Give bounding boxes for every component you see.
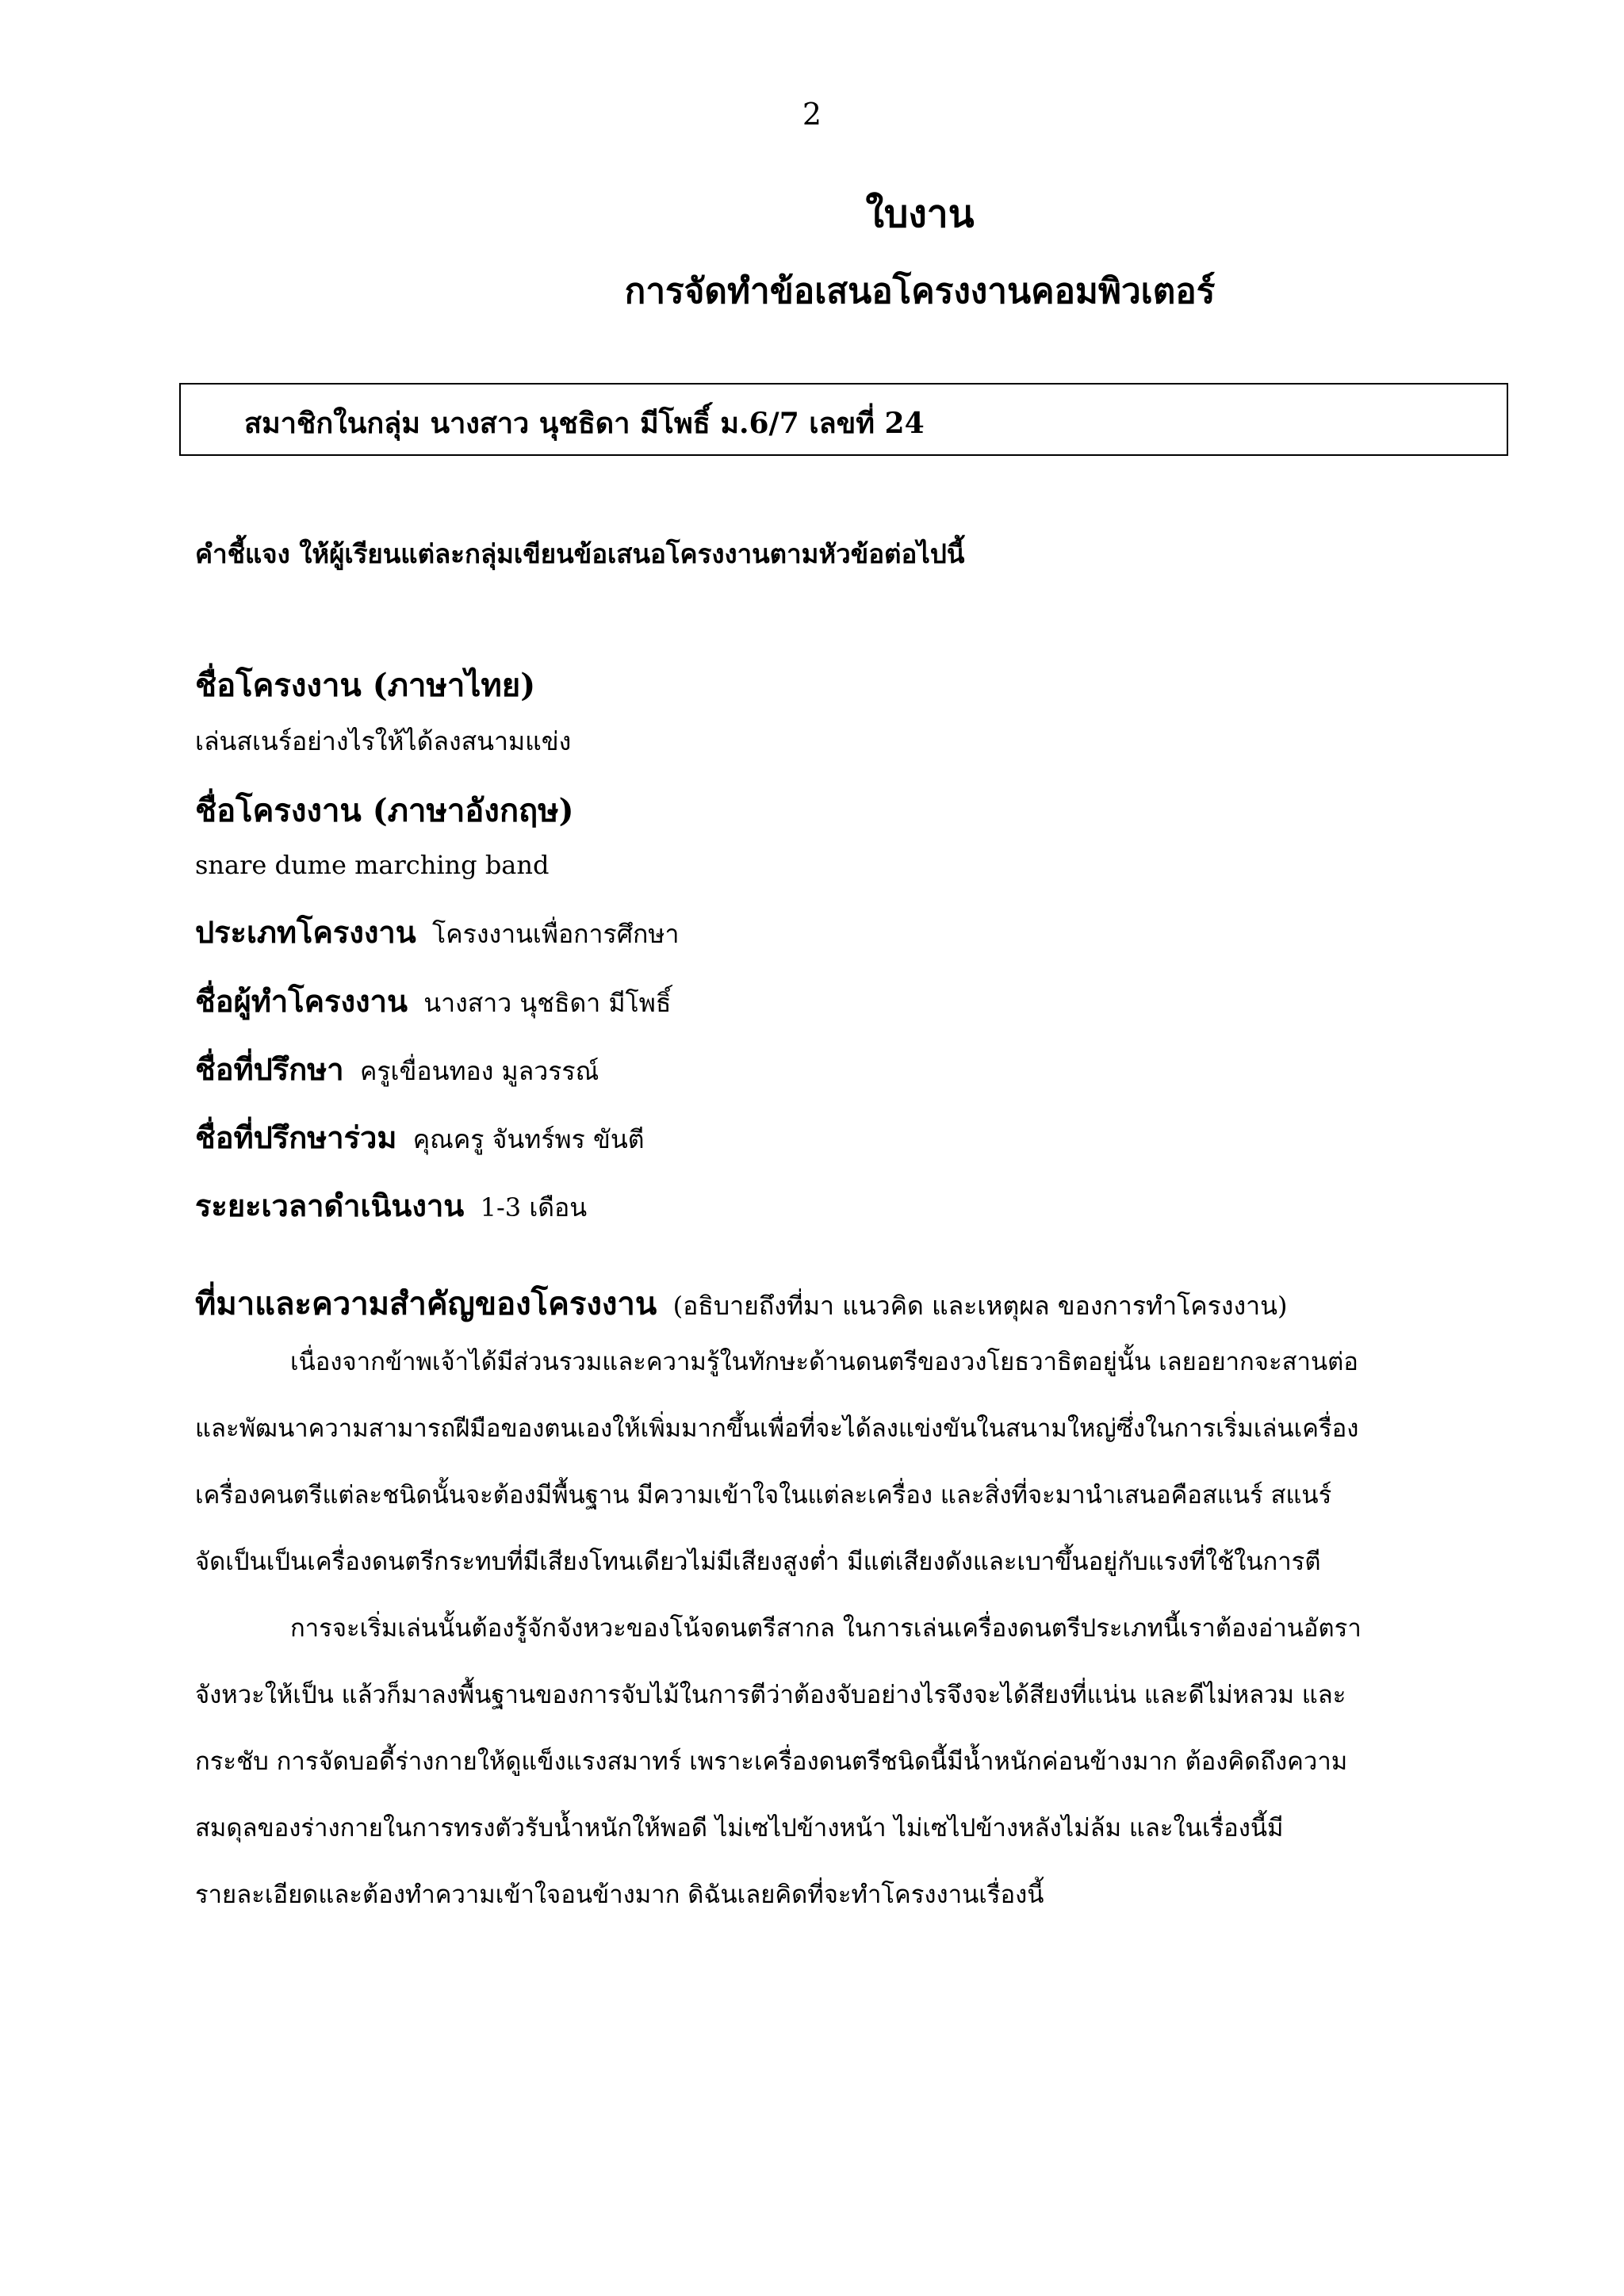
background-heading [195, 1278, 1287, 1329]
paragraph-line: การจะเริ่มเล่นนั้นต้องรู้จักจังหวะของโน้จดนตรีสากล ในการเล่นเครื่องดนตรีประเภทนี้เราต้องอ่านอัตรา [290, 1614, 1362, 1643]
advisor-value: ครูเขื่อนทอง มูลวรรณ์ [359, 1056, 599, 1086]
co-advisor-label: ชื่อที่ปรึกษาร่วม [195, 1119, 397, 1155]
author-label: ชื่อผู้ทำโครงงาน [195, 983, 408, 1019]
project-name-th-value: เล่นสเนร์อย่างไรให้ได้ลงสนามแข่ง [195, 726, 572, 756]
background-paragraph-2 [195, 1595, 1480, 1928]
paragraph-line: รายละเอียดและต้องทำความเข้าใจอนข้างมาก ดิฉันเลยคิดที่จะทำโครงงานเรื่องนี้ [195, 1881, 1044, 1909]
paragraph-line: จังหวะให้เป็น แล้วก็มาลงพื้นฐานของการจับไม้ในการตีว่าต้องจับอย่างไรจึงจะได้สียงที่แน่น และดีไม่หลวม และ [195, 1681, 1346, 1709]
project-name-th-heading [195, 660, 535, 710]
page-number: 2 [802, 97, 822, 132]
project-type-value: โครงงานเพื่อการศึกษา [432, 919, 680, 949]
background-note: (อธิบายถึงที่มา แนวคิด และเหตุผล ของการทำโครงงาน) [672, 1291, 1288, 1321]
document-subtitle: การจัดทำข้อเสนอโครงงานคอมพิวเตอร์ [624, 271, 1216, 312]
co-advisor-row [195, 1113, 644, 1161]
co-advisor-value: คุณครู จันทร์พร ขันตี [412, 1124, 645, 1154]
advisor-label: ชื่อที่ปรึกษา [195, 1051, 344, 1087]
document-title: ใบงาน [865, 192, 975, 236]
author-value: นางสาว นุชธิดา มีโพธิ์ [423, 988, 672, 1018]
background-paragraph-1 [195, 1329, 1480, 1595]
member-text: สมาชิกในกลุ่ม นางสาว นุชธิดา มีโพธิ์ ม.6/7 เลขที่ 24 [244, 407, 925, 440]
project-name-en-label: ชื่อโครงงาน (ภาษาอังกฤษ) [195, 792, 574, 829]
duration-label: ระยะเวลาดำเนินงาน [195, 1188, 465, 1223]
advisor-row [195, 1045, 599, 1093]
paragraph-line: เนื่องจากข้าพเจ้าได้มีส่วนรวมและความรู้ในทักษะด้านดนตรีของวงโยธวาธิตอยู่นั้น เลยอยากจะสานต่อ [290, 1348, 1358, 1376]
project-name-th-label: ชื่อโครงงาน (ภาษาไทย) [195, 667, 536, 704]
duration-row [195, 1181, 587, 1230]
author-row [195, 977, 671, 1025]
member-box [179, 383, 1508, 456]
paragraph-line: เครื่องคนตรีแต่ละชนิดนั้นจะต้องมีพื้นฐาน มีความเข้าใจในแต่ละเครื่อง และสิ่งที่จะมานำเสนอคือสแนร์ สแนร์ [195, 1481, 1332, 1510]
paragraph-line: สมดุลของร่างกายในการทรงตัวรับน้ำหนักให้พอดี ไม่เซไปข้างหน้า ไม่เซไปข้างหลังไม่ล้ม และในเรื่องนี้มี [195, 1814, 1284, 1843]
project-type-label: ประเภทโครงงาน [195, 914, 416, 950]
project-name-en-heading [195, 785, 574, 836]
background-label: ที่มาและความสำคัญของโครงงาน [195, 1285, 657, 1322]
paragraph-line: และพัฒนาความสามารถฝีมือของตนเองให้เพิ่มมากขึ้นเพื่อที่จะได้ลงแข่งขันในสนามใหญ่ซึ่งในการเริ่มเล่นเครื่อง [195, 1414, 1359, 1443]
paragraph-line: กระชับ การจัดบอดี้ร่างกายให้ดูแข็งแรงสมาทร์ เพราะเครื่องดนตรีชนิดนี้มีน้ำหนักค่อนข้างมาก ต้องคิดถึงความ [195, 1747, 1348, 1776]
instruction-text: คำชี้แจง ให้ผู้เรียนแต่ละกลุ่มเขียนข้อเสนอโครงงานตามหัวข้อต่อไปนี้ [195, 538, 965, 569]
duration-value: 1-3 เดือน [480, 1192, 588, 1223]
project-type-row [195, 908, 679, 956]
project-name-en-value: snare dume marching band [195, 850, 550, 880]
paragraph-line: จัดเป็นเป็นเครื่องดนตรีกระทบที่มีเสียงโทนเดียวไม่มีเสียงสูงต่ำ มีแต่เสียงดังและเบาขึ้นอยู่กับแรงที่ใช้ในการตี [195, 1548, 1321, 1576]
